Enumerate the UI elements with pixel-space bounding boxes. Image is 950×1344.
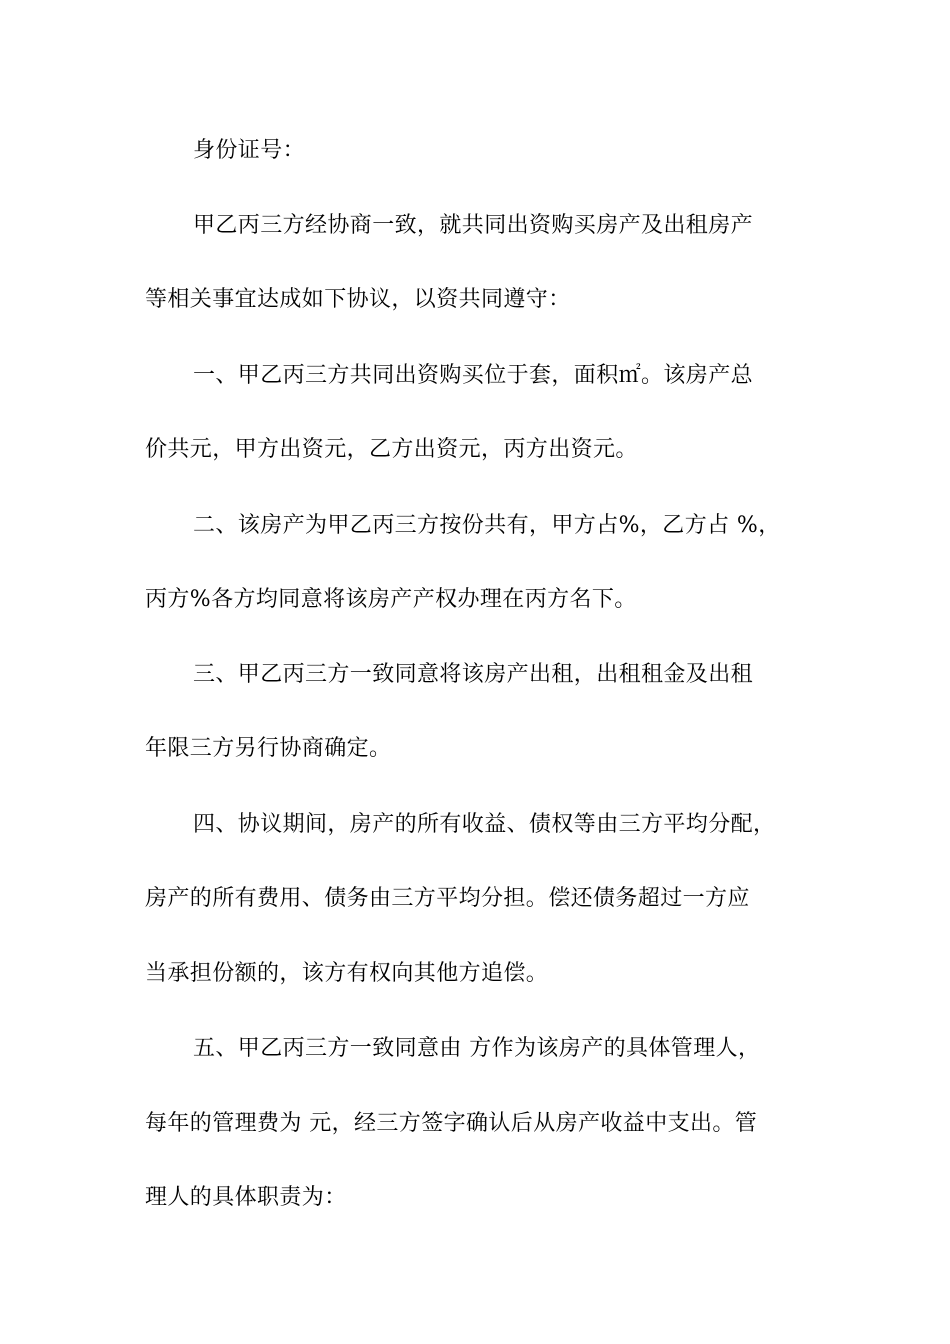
id-number-line: 身份证号： (193, 138, 306, 163)
clause-2-line-1: 二、该房产为甲乙丙三方按份共有，甲方占%，乙方占 %， (193, 513, 781, 538)
paragraph-intro-line-1: 甲乙丙三方经协商一致，就共同出资购买房产及出租房产 (193, 213, 754, 238)
clause-5-line-2: 每年的管理费为 元，经三方签字确认后从房产收益中支出。管 (145, 1111, 758, 1136)
clause-4-line-2: 房产的所有费用、债务由三方平均分担。偿还债务超过一方应 (145, 886, 750, 911)
clause-4-line-1: 四、协议期间，房产的所有收益、债权等由三方平均分配， (193, 812, 776, 837)
clause-5-line-3: 理人的具体职责为： (145, 1185, 347, 1210)
clause-4-line-3: 当承担份额的，该方有权向其他方追偿。 (145, 961, 549, 986)
clause-3-line-2: 年限三方另行协商确定。 (145, 736, 392, 761)
clause-3-line-1: 三、甲乙丙三方一致同意将该房产出租，出租租金及出租 (193, 662, 754, 687)
paragraph-intro-line-2: 等相关事宜达成如下协议，以资共同遵守： (145, 287, 571, 312)
clause-1-line-2: 价共元，甲方出资元，乙方出资元，丙方出资元。 (145, 437, 638, 462)
clause-1-line-1: 一、甲乙丙三方共同出资购买位于套，面积㎡。该房产总 (193, 363, 754, 388)
clause-2-line-2: 丙方%各方均同意将该房产产权办理在丙方名下。 (145, 587, 637, 612)
clause-5-line-1: 五、甲乙丙三方一致同意由 方作为该房产的具体管理人， (193, 1036, 761, 1061)
